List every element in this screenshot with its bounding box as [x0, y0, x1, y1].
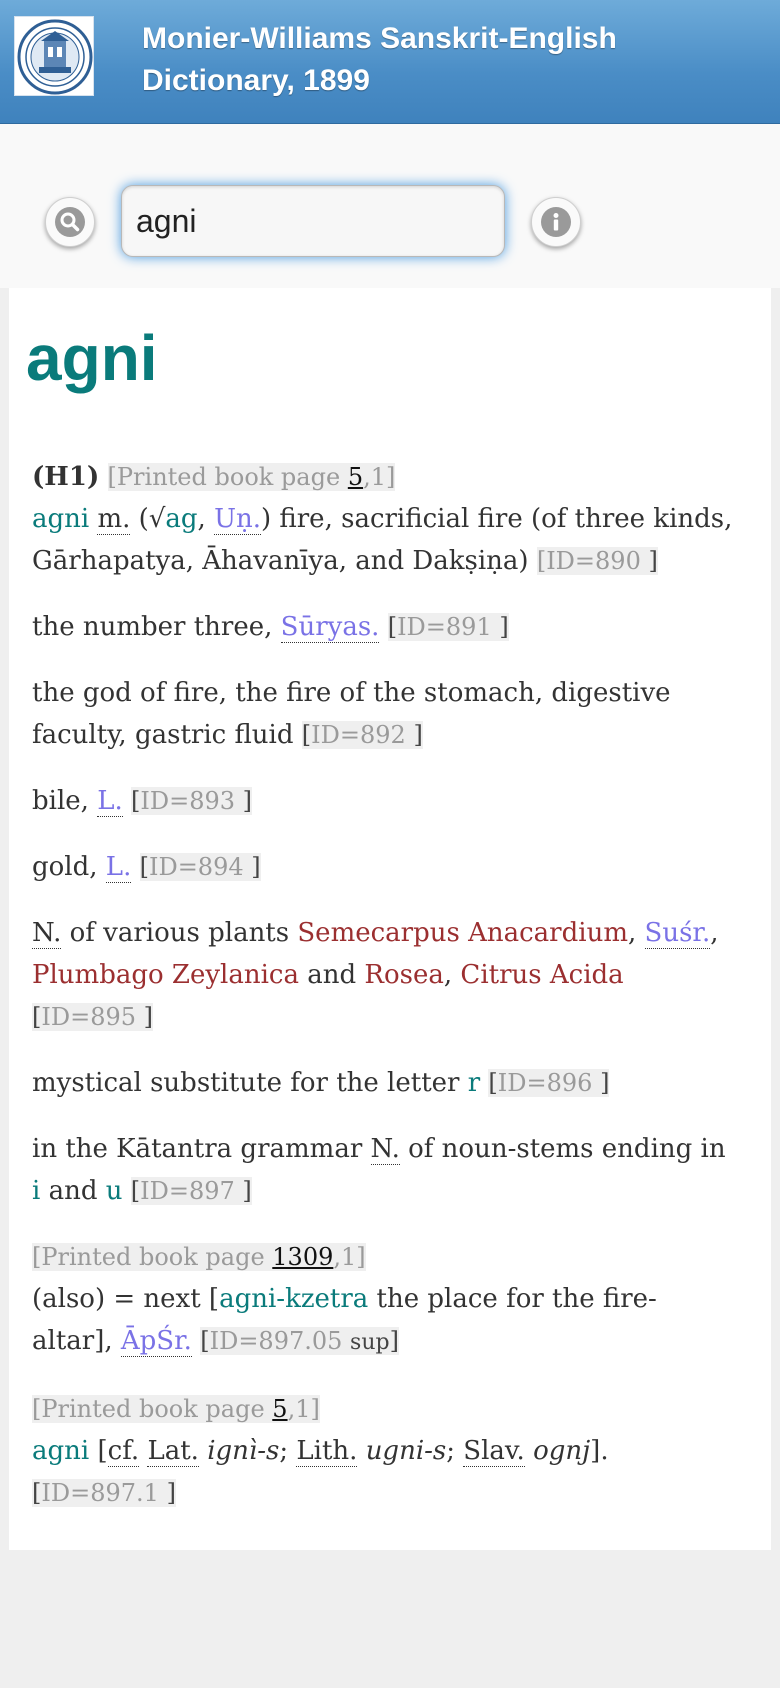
sense-item: mystical substitute for the letter r [ID=896 ]: [32, 1068, 610, 1098]
id-ref: [ID=890 ]: [536, 547, 658, 575]
entry-word: agni: [32, 504, 90, 534]
id-ref: [ID=892 ]: [301, 721, 423, 749]
sense-item: gold, L. [ID=894 ]: [32, 852, 261, 882]
entry-list: [32, 456, 762, 1538]
id-ref: [ID=894 ]: [139, 853, 261, 881]
grammar-abbr[interactable]: N.: [32, 918, 62, 948]
id-ref: [ID=895 ]: [32, 1003, 154, 1031]
sense-item: N. of various plants Semecarpus Anacardium, Suśr., Plumbago Zeylanica and Rosea, Citrus Acida [ID=895 ]: [32, 918, 719, 1031]
headword: agni: [26, 322, 158, 394]
grammar-abbr[interactable]: N.: [370, 1134, 400, 1164]
grammar-abbr[interactable]: m.: [97, 504, 131, 534]
page-ref: [Printed book page 5,1]: [107, 463, 396, 491]
source-link[interactable]: L.: [105, 852, 132, 882]
title-line-2: Dictionary, 1899: [142, 64, 370, 97]
app-title: [142, 18, 762, 102]
supplement-entry: [Printed book page 1309,1] (also) = next [agni-kzetra the place for the fire- altar], ĀpŚr. [ID=897.05 sup]: [32, 1243, 657, 1356]
page-ref: [Printed book page 5,1]: [32, 1395, 320, 1423]
id-ref: [ID=893 ]: [131, 787, 253, 815]
app-header: [0, 0, 780, 124]
result-panel: [9, 288, 771, 1550]
sense-item: in the Kātantra grammar N. of noun-stems ending in i and u [ID=897 ]: [32, 1134, 726, 1206]
entry-h1: (H1) [Printed book page 5,1] agni m. (√ag, Uṇ.) fire, sacrificial fire (of three kinds, Gārhapatya, Āhavanīya, and Dakṣiṇa) [ID=890 ]: [32, 462, 733, 576]
id-ref: [ID=897.05 sup]: [200, 1327, 399, 1355]
page-ref: [Printed book page 1309,1]: [32, 1243, 366, 1271]
page-link[interactable]: 1309: [272, 1243, 334, 1271]
info-button[interactable]: [531, 197, 581, 247]
sense-item: the god of fire, the fire of the stomach, digestive faculty, gastric fluid [ID=892 ]: [32, 678, 671, 750]
university-seal-icon[interactable]: [14, 16, 94, 96]
source-link[interactable]: Sūryas.: [280, 612, 380, 642]
homonym-label: (H1): [32, 462, 100, 492]
search-button[interactable]: [45, 197, 95, 247]
info-icon: [541, 207, 571, 237]
source-link[interactable]: L.: [97, 786, 123, 816]
id-ref: [ID=897 ]: [130, 1177, 252, 1205]
page-link[interactable]: 5: [272, 1395, 288, 1423]
abbr-lat[interactable]: Lat.: [147, 1436, 199, 1466]
abbr-slav[interactable]: Slav.: [463, 1436, 525, 1466]
root-link[interactable]: ag: [165, 504, 198, 534]
id-ref: [ID=896 ]: [488, 1069, 610, 1097]
entry-word: agni: [32, 1436, 90, 1466]
plant-name: Citrus Acida: [460, 960, 624, 990]
id-ref: [ID=891 ]: [387, 613, 509, 641]
plant-name: Semecarpus Anacardium: [297, 918, 628, 948]
source-link[interactable]: Uṇ.: [214, 504, 261, 534]
search-input[interactable]: [121, 185, 505, 257]
sense-item: the number three, Sūryas. [ID=891 ]: [32, 612, 509, 642]
plant-name: Plumbago Zeylanica: [32, 960, 299, 990]
source-link[interactable]: Suśr.: [644, 918, 711, 948]
plant-name: Rosea: [364, 960, 444, 990]
page-link[interactable]: 5: [347, 463, 364, 491]
cross-ref-word: agni-kzetra: [219, 1284, 369, 1314]
abbr-cf[interactable]: cf.: [107, 1436, 140, 1466]
id-ref: [ID=897.1 ]: [32, 1479, 176, 1507]
search-icon: [55, 207, 85, 237]
source-link[interactable]: ĀpŚr.: [120, 1326, 192, 1356]
abbr-lith[interactable]: Lith.: [296, 1436, 358, 1466]
sense-item: bile, L. [ID=893 ]: [32, 786, 253, 816]
etymology-entry: [Printed book page 5,1] agni [cf. Lat. ignì-s; Lith. ugni-s; Slav. ognj]. [ID=897.1 ]: [32, 1395, 609, 1507]
title-line-1: Monier-Williams Sanskrit-English: [142, 22, 617, 55]
